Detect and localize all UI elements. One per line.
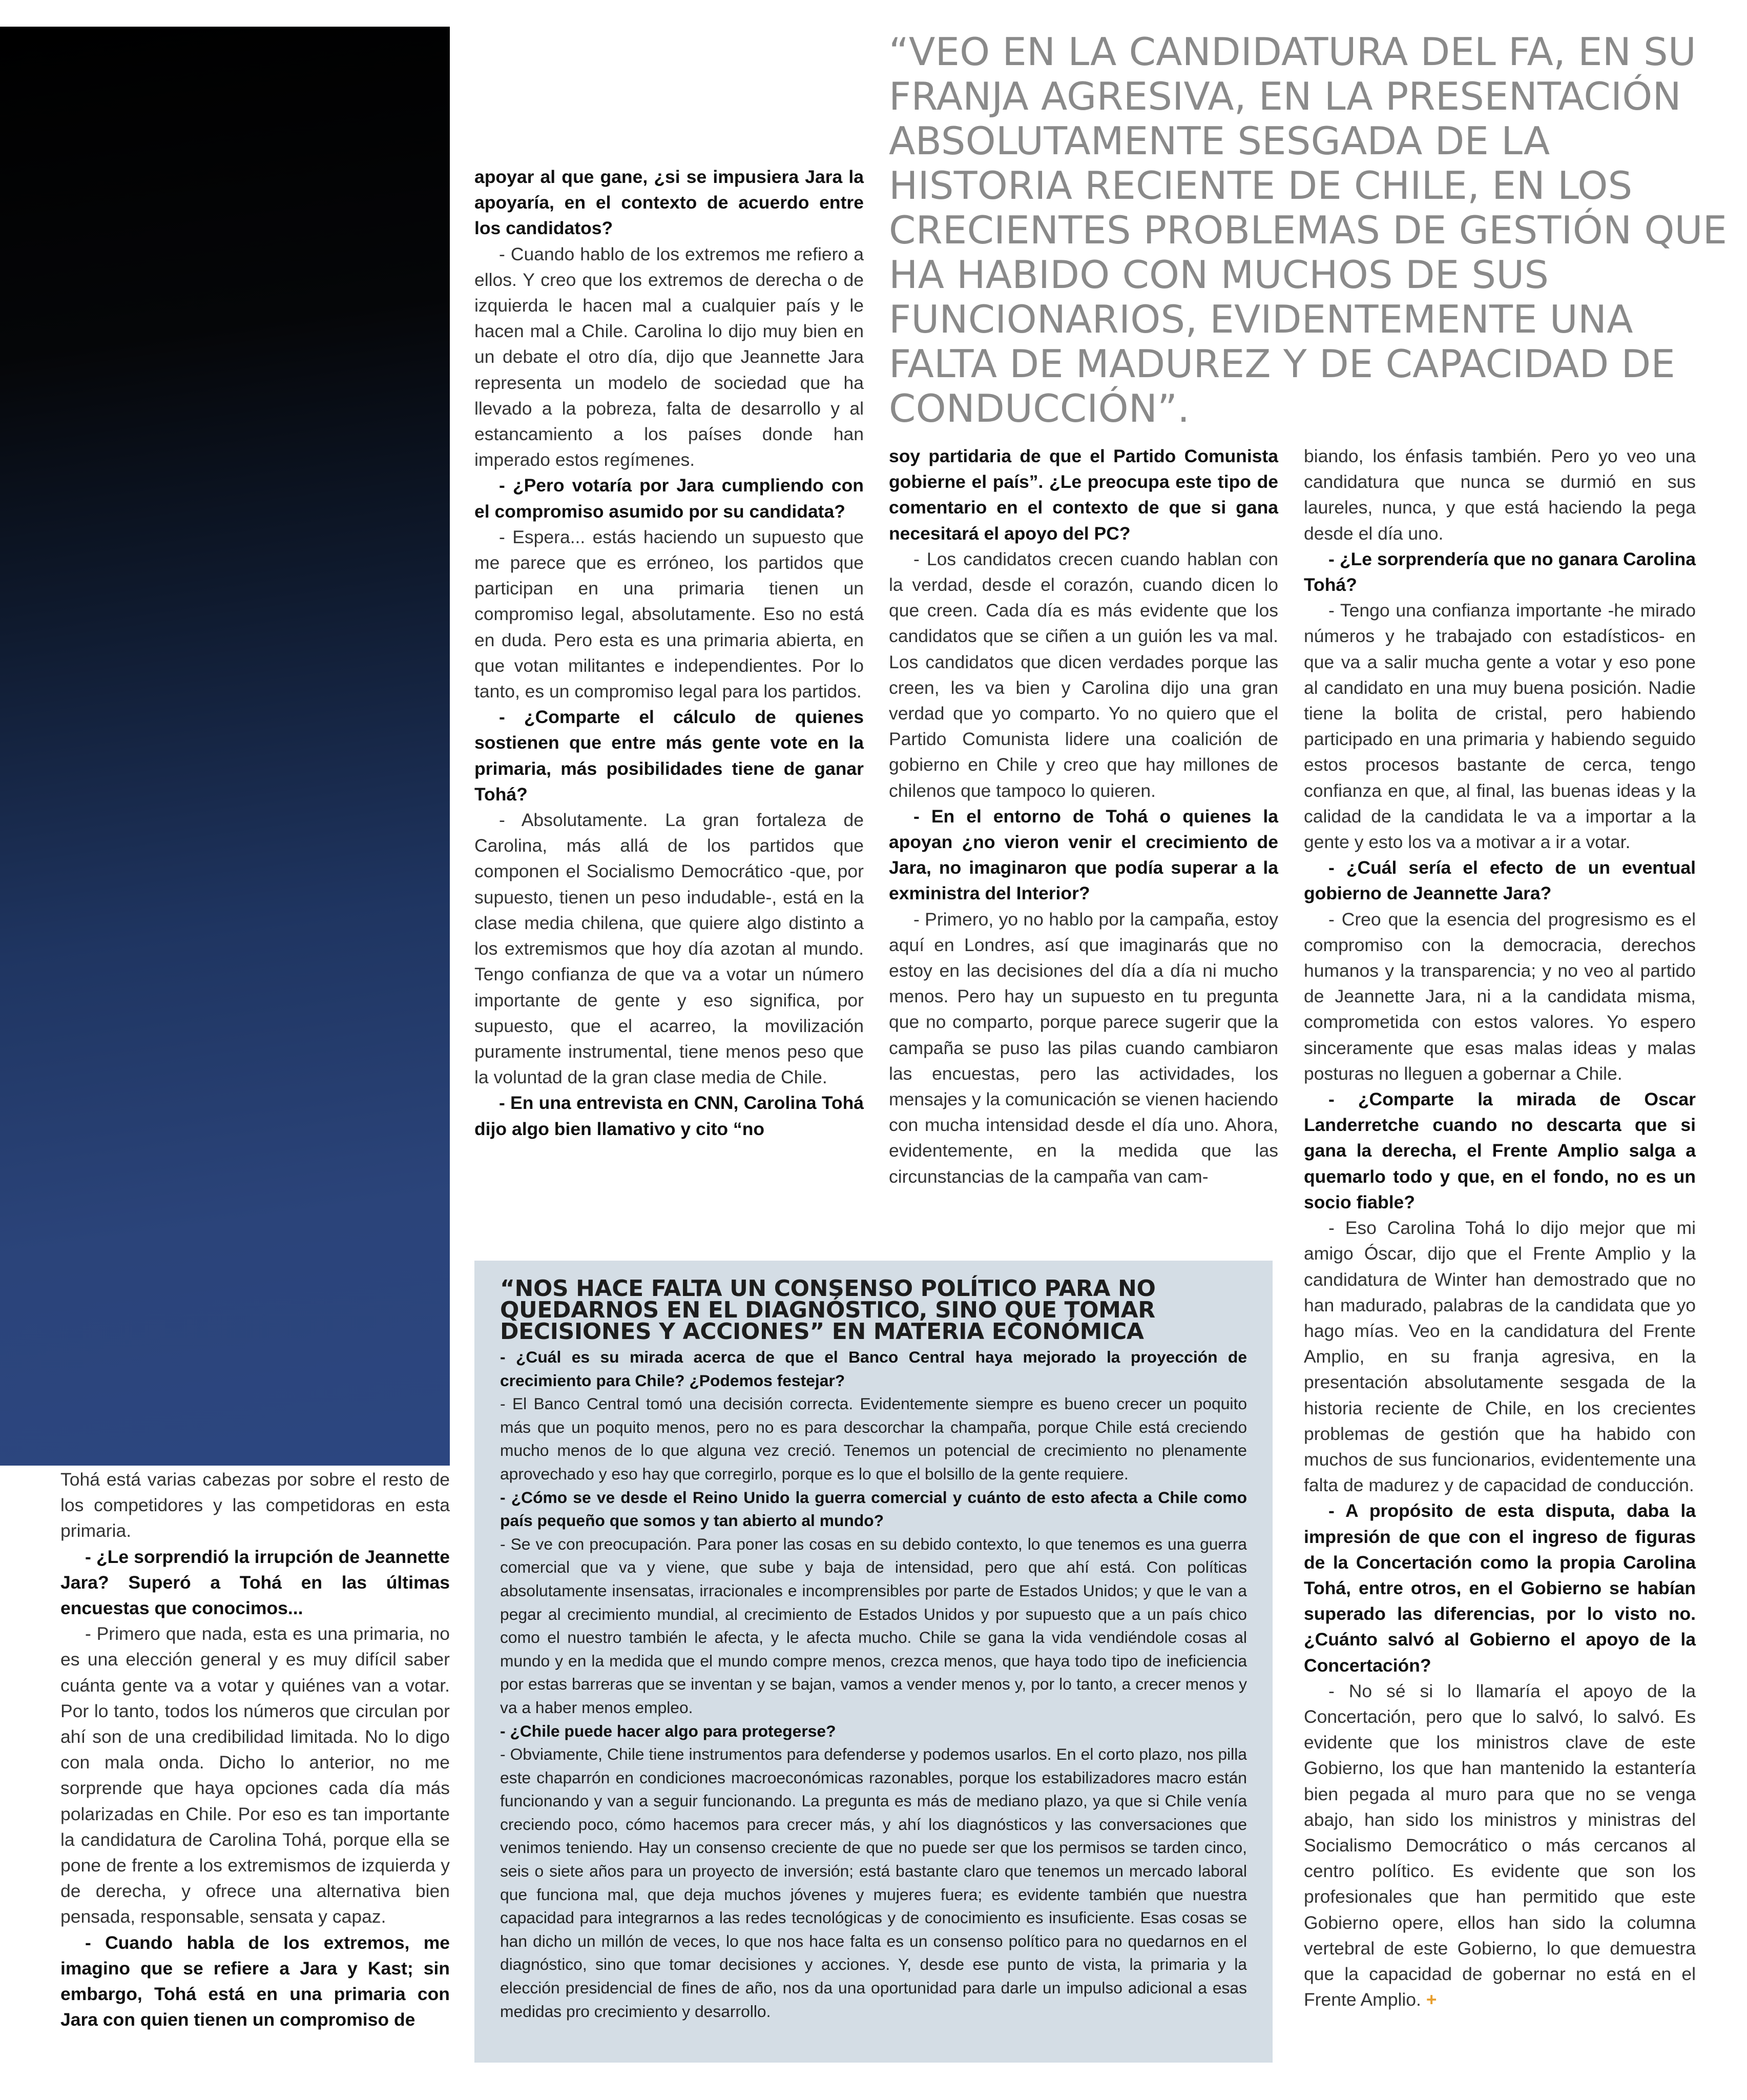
- answer: - Tengo una confianza importante -he mirado números y he trabajado con estadísticos- en que va a salir mucha gente a votar y eso pone al candidato en una muy buena posición. Nadie tiene la bolita de cristal, pero habiendo participado en una primaria y habiendo seguido estos procesos bastante de cerca, tengo confianza en que, al final, las buenas ideas y la calidad de la candidata le va a importar a la gente y esto los va a motivar a ir a votar.: [1304, 600, 1696, 853]
- box-answer: - Se ve con preocupación. Para poner las cosas en su debido contexto, lo que tenemos es una guerra comercial que va y viene, que sube y baja de intensidad, pero que ahí está. Con políticas absolutamente insensatas, irracionales e incomprensibles por parte de Estados Unidos; y que le van a pegar al crecimiento mundial, al crecimiento de Estados Unidos y por supuesto que a un país chico como el nuestro también le afecta, y le afecta mucho. Chile se gana la vida vendiéndole cosas al mundo y en la medida que el mundo compre menos, crezca menos, que haya todo tipo de ineficiencia por estas barreras que se inventan y se bajan, vamos a vender menos y, por lo tanto, a crecer menos y va a haber menos empleo.: [500, 1534, 1247, 1717]
- answer: - Creo que la esencia del progresismo es el compromiso con la democracia, derechos humanos y la transparencia; y no veo al partido de Jeannette Jara, ni a la candidata misma, comprometida con estos valores. Yo espero sinceramente que esas malas ideas y malas posturas no lleguen a gobernar a Chile.: [1304, 909, 1696, 1084]
- cover-photo: [0, 27, 450, 1466]
- column-2: [474, 164, 864, 1142]
- answer: - Los candidatos crecen cuando hablan con la verdad, desde el corazón, cuando dicen lo que creen. Cada día es más evidente que los candidatos que se ciñen a un guión les va mal. Los candidatos que dicen verdades porque las creen, les va bien y Carolina dijo una gran verdad que yo comparto. Yo no quiero que el Partido Comunista lidere una coalición de gobierno en Chile y creo que hay millones de chilenos que tampoco lo quieren.: [889, 548, 1278, 801]
- answer: - Primero que nada, esta es una primaria, no es una elección general y es muy difícil saber cuánta gente va a votar y quiénes van a votar. Por lo tanto, todos los números que circulan por ahí son de una credibilidad limitada. No lo digo con mala onda. Dicho lo anterior, no me sorprende que haya opciones cada día más polarizadas en Chile. Por eso es tan importante la candidatura de Carolina Tohá, porque ella se pone de frente a los extremismos de izquierda y de derecha, y ofrece una alternativa bien pensada, responsable, sensata y capaz.: [60, 1623, 450, 1927]
- answer: - Absolutamente. La gran fortaleza de Carolina, más allá de los partidos que componen el Socialismo Democrático -que, por supuesto, tienen un peso indudable-, está en la clase media chilena, que quiere algo distinto a los extremismos que hoy día azotan al mundo. Tengo confianza de que va a votar un número importante de gente y eso significa, por supuesto, que el acarreo, la movilización puramente instrumental, tiene menos peso que la voluntad de la gran clase media de Chile.: [474, 810, 864, 1088]
- column-3: [889, 443, 1278, 1189]
- question: soy partidaria de que el Partido Comunista gobierne el país”. ¿Le preocupa este tipo de comentario en el contexto de que si gana necesitará el apoyo del PC?: [889, 446, 1278, 544]
- end-mark: +: [1426, 1989, 1437, 2010]
- paragraph: Tohá está varias cabezas por sobre el resto de los competidores y las competidoras en esta primaria.: [60, 1469, 450, 1541]
- question: - ¿Comparte la mirada de Oscar Landerretche cuando no descarta que si gana la derecha, el Frente Amplio salga a quemarlo todo y que, en el fondo, no es un socio fiable?: [1304, 1089, 1696, 1212]
- column-4: [1304, 443, 1696, 2012]
- answer: - Cuando hablo de los extremos me refiero a ellos. Y creo que los extremos de derecha o de izquierda le hacen mal a cualquier país y le hacen mal a Chile. Carolina lo dijo muy bien en un debate el otro día, dijo que Jeannette Jara representa un modelo de sociedad que ha llevado a la pobreza, falta de desarrollo y al estancamiento a los países donde han imperado estos regímenes.: [474, 243, 864, 470]
- question: - En el entorno de Tohá o quienes la apoyan ¿no vieron venir el crecimiento de Jara, no imaginaron que podía superar a la exministra del Interior?: [889, 806, 1278, 904]
- box-answer: - El Banco Central tomó una decisión correcta. Evidentemente siempre es bueno crecer un poquito más que un poquito menos, pero no es para descorchar la champaña, porque Chile está creciendo mucho menos de lo que alguna vez creció. Tenemos un potencial de crecimiento no plenamente aprovechado y eso hay que corregirlo, porque es lo que el bolsillo de la gente requiere.: [500, 1394, 1247, 1483]
- question: - ¿Le sorprendería que no ganara Carolina Tohá?: [1304, 548, 1696, 595]
- box-question: - ¿Cómo se ve desde el Reino Unido la guerra comercial y cuánto de esto afecta a Chile como país pequeño que somos y tan abierto al mundo?: [500, 1488, 1247, 1530]
- question: - ¿Comparte el cálculo de quienes sostienen que entre más gente vote en la primaria, más posibilidades tiene de ganar Tohá?: [474, 707, 864, 805]
- sidebar-box: [474, 1261, 1273, 2063]
- column-1: [60, 1467, 450, 2032]
- answer: - Primero, yo no hablo por la campaña, estoy aquí en Londres, así que imaginarás que no estoy en las decisiones del día a día ni mucho menos. Pero hay un supuesto en tu pregunta que no comparto, porque parece sugerir que la campaña se puso las pilas cuando cambiaron las encuestas, pero las actividades, los mensajes y la comunicación se vienen haciendo con mucha intensidad desde el día uno. Ahora, evidentemente, en la medida que las circunstancias de la campaña van cam-: [889, 909, 1278, 1187]
- box-question: - ¿Chile puede hacer algo para protegerse?: [500, 1721, 836, 1740]
- pull-quote: “VEO EN LA CANDIDATURA DEL FA, EN SU FRANJA AGRESIVA, EN LA PRESENTACIÓN ABSOLUTAMENTE SESGADA DE LA HISTORIA RECIENTE DE CHILE, EN LOS CRECIENTES PROBLEMAS DE GESTIÓN QUE HA HABIDO CON MUCHOS DE SUS FUNCIONARIOS, EVIDENTEMENTE UNA FALTA DE MADUREZ Y DE CAPACIDAD DE CONDUCCIÓN”.: [889, 29, 1728, 431]
- answer: [1304, 1678, 1696, 2013]
- answer: biando, los énfasis también. Pero yo veo una candidatura que nunca se durmió en sus laureles, nunca, y que está haciendo la pega desde el día uno.: [1304, 446, 1696, 544]
- question: - ¿Le sorprendió la irrupción de Jeannette Jara? Superó a Tohá en las últimas encuestas que conocimos...: [60, 1546, 450, 1619]
- answer: - Eso Carolina Tohá lo dijo mejor que mi amigo Óscar, dijo que el Frente Amplio y la candidatura de Winter han demostrado que no han madurado, palabras de la candidata que yo hago mías. Veo en la candidatura del Frente Amplio, en su franja agresiva, en la presentación absolutamente sesgada de la historia reciente de Chile, en los crecientes problemas de gestión que ha habido con muchos de sus funcionarios, evidentemente una falta de madurez y de capacidad de conducción.: [1304, 1218, 1696, 1496]
- box-title: “NOS HACE FALTA UN CONSENSO POLÍTICO PARA NO QUEDARNOS EN EL DIAGNÓSTICO, SINO QUE TOMAR DECISIONES Y ACCIONES” EN MATERIA ECONÓMICA: [500, 1275, 1156, 1345]
- box-question: - ¿Cuál es su mirada acerca de que el Banco Central haya mejorado la proyección de crecimiento para Chile? ¿Podemos festejar?: [500, 1348, 1247, 1390]
- answer-text: - No sé si lo llamaría el apoyo de la Concertación, pero que lo salvó, lo salvó. Es evidente que los ministros clave de este Gobierno, los que han mantenido la estantería bien pegada al muro para que no se venga abajo, han sido los ministros y ministras del Socialismo Democrático o más cercanos al centro político. Es evidente que son los profesionales que han permitido que este Gobierno opere, ellos han sido la columna vertebral de este Gobierno, lo que demuestra que la capacidad de gobernar no está en el Frente Amplio.: [1304, 1680, 1696, 2010]
- question: - A propósito de esta disputa, daba la impresión de que con el ingreso de figuras de la Concertación como la propia Carolina Tohá, entre otros, en el Gobierno se habían superado las diferencias, por lo visto no. ¿Cuánto salvó al Gobierno el apoyo de la Concertación?: [1304, 1500, 1696, 1676]
- question: - En una entrevista en CNN, Carolina Tohá dijo algo bien llamativo y cito “no: [474, 1093, 864, 1139]
- answer: - Espera... estás haciendo un supuesto que me parece que es erróneo, los partidos que participan en una primaria tienen un compromiso legal, absolutamente. Eso no está en duda. Pero esta es una primaria abierta, en que votan militantes e independientes. Por lo tanto, es un compromiso legal para los partidos.: [474, 526, 864, 702]
- question: - ¿Pero votaría por Jara cumpliendo con el compromiso asumido por su candidata?: [474, 475, 864, 522]
- question: - Cuando habla de los extremos, me imagino que se refiere a Jara y Kast; sin embargo, Tohá está en una primaria con Jara con quien tienen un compromiso de: [60, 1932, 450, 2030]
- question: - ¿Cuál sería el efecto de un eventual gobierno de Jeannette Jara?: [1304, 857, 1696, 904]
- box-answer: - Obviamente, Chile tiene instrumentos para defenderse y podemos usarlos. En el corto plazo, nos pilla este chaparrón en condiciones macroeconómicas razonables, porque los estabilizadores macro están funcionando y van a seguir funcionando. La pregunta es más de mediano plazo, ya que si Chile venía creciendo poco, cómo hacemos para crecer más, y ahí los diagnósticos y las conversaciones que venimos teniendo. Hay un consenso creciente de que no puede ser que los permisos se tarden cinco, seis o siete años para un proyecto de inversión; está bastante claro que tenemos un mercado laboral que funciona mal, que deja muchos jóvenes y mujeres fuera; es evidente también que nuestra capacidad para integrarnos a las redes tecnológicas y de conocimiento es insuficiente. Esas cosas se han dicho un millón de veces, lo que nos hace falta es un consenso político para no quedarnos en el diagnóstico, sino que tomar decisiones y acciones. Y, desde ese punto de vista, la primaria y la elección presidencial de fines de año, nos da una oportunidad para darle un impulso adicional a esas medidas pro crecimiento y desarrollo.: [500, 1745, 1247, 2021]
- question: apoyar al que gane, ¿si se impusiera Jara la apoyaría, en el contexto de acuerdo entre los candidatos?: [474, 167, 864, 239]
